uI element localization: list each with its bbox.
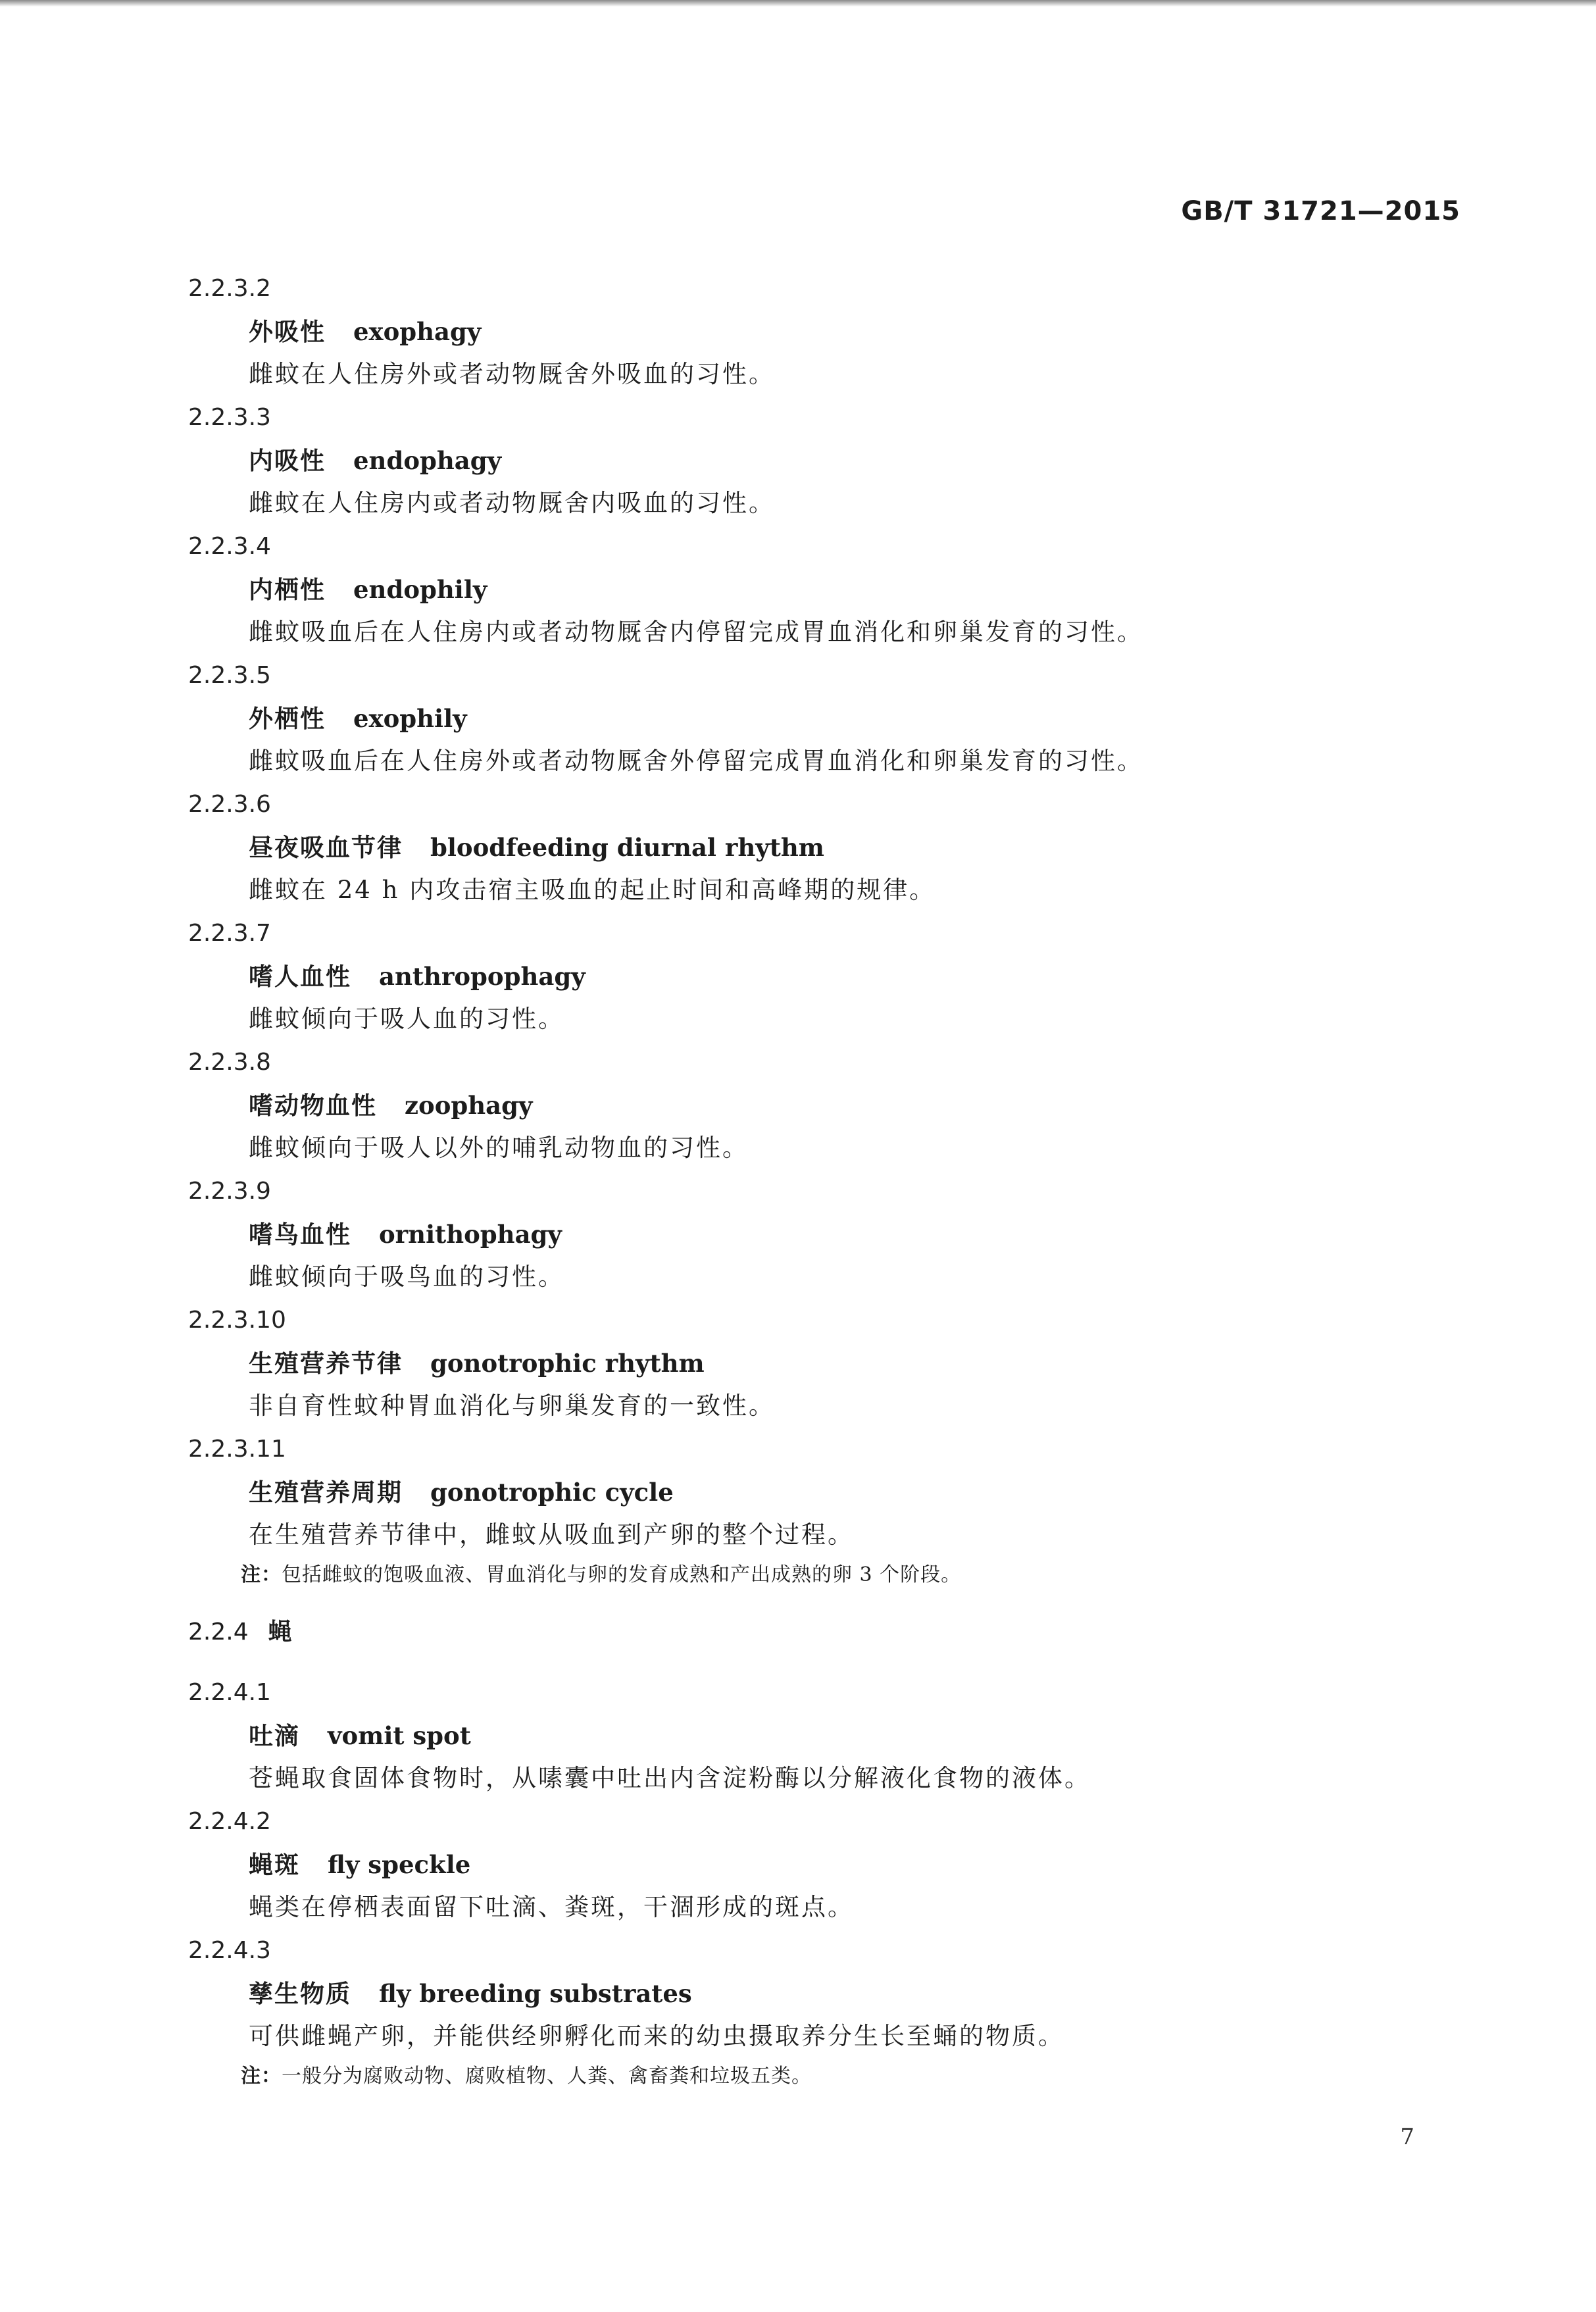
term-heading [188,1213,1438,1255]
entry-number: 2.2.3.5 [188,662,271,689]
entry-number: 2.2.3.3 [188,404,271,431]
term-definition: 雌蚊吸血后在人住房外或者动物厩舍外停留完成胃血消化和卵巢发育的习性。 [249,747,1143,775]
term-entry [188,783,1438,912]
term-heading [188,568,1438,611]
term-en: ornithophagy [379,1220,562,1249]
term-definition: 雌蚊在人住房内或者动物厩舍内吸血的习性。 [249,489,775,517]
entry-number: 2.2.4.1 [188,1679,271,1706]
entry-number: 2.2.3.6 [188,791,271,818]
entry-number: 2.2.3.11 [188,1436,286,1463]
term-heading [188,1715,1438,1757]
term-zh: 孳生物质 [249,1980,351,2008]
term-definition: 雌蚊倾向于吸人血的习性。 [249,1005,564,1033]
term-en: gonotrophic rhythm [430,1349,705,1378]
term-heading [188,1973,1438,2015]
entry-number: 2.2.3.9 [188,1178,271,1205]
standard-code: GB/T 31721—2015 [1181,196,1460,226]
term-en: anthropophagy [379,962,586,991]
term-entry [188,525,1438,654]
term-entry [188,1929,1438,2058]
term-definition: 雌蚊吸血后在人住房内或者动物厩舍内停留完成胃血消化和卵巢发育的习性。 [249,618,1143,646]
term-en: zoophagy [405,1091,533,1120]
term-definition: 雌蚊在 24 h 内攻击宿主吸血的起止时间和高峰期的规律。 [249,876,936,904]
term-zh: 吐滴 [249,1722,300,1750]
entry-number: 2.2.3.2 [188,275,271,302]
term-entry [188,1671,1438,1800]
term-zh: 蝇斑 [249,1851,300,1879]
entry-number: 2.2.4.2 [188,1808,271,1835]
term-entry [188,1299,1438,1428]
term-definition: 苍蝇取食固体食物时，从嗉囊中吐出内含淀粉酶以分解液化食物的液体。 [249,1764,1091,1792]
note-text: 包括雌蚊的饱吸血液、胃血消化与卵的发育成熟和产出成熟的卵 3 个阶段。 [282,1563,962,1586]
term-entry [188,396,1438,525]
term-zh: 外吸性 [249,318,326,346]
term-heading [188,440,1438,482]
entry-number: 2.2.3.7 [188,920,271,947]
term-definition: 可供雌蝇产卵，并能供经卵孵化而来的幼虫摄取养分生长至蛹的物质。 [249,2022,1064,2050]
term-zh: 内吸性 [249,447,326,475]
term-definition: 雌蚊倾向于吸人以外的哺乳动物血的习性。 [249,1134,749,1162]
term-heading [188,1844,1438,1886]
term-en: bloodfeeding diurnal rhythm [430,833,824,862]
term-entry [188,1800,1438,1929]
term-entry [188,267,1438,396]
term-entry [188,912,1438,1041]
term-zh: 生殖营养周期 [249,1478,403,1507]
term-zh: 昼夜吸血节律 [249,834,403,862]
entry-number: 2.2.3.8 [188,1049,271,1076]
term-zh: 外栖性 [249,705,326,733]
term-definition: 在生殖营养节律中，雌蚊从吸血到产卵的整个过程。 [249,1520,854,1549]
entry-number: 2.2.3.4 [188,533,271,560]
section-title: 蝇 [268,1619,292,1646]
term-zh: 嗜鸟血性 [249,1220,351,1249]
term-definition: 非自育性蚊种胃血消化与卵巢发育的一致性。 [249,1392,775,1420]
page-number: 7 [1400,2124,1414,2150]
term-heading [188,1471,1438,1513]
term-en: vomit spot [328,1721,471,1750]
term-zh: 生殖营养节律 [249,1349,403,1378]
section-number: 2.2.4 [188,1619,249,1646]
note [188,1557,1438,1594]
term-definition: 雌蚊在人住房外或者动物厩舍外吸血的习性。 [249,360,775,388]
note-label: 注： [241,2065,282,2088]
note [188,2058,1438,2095]
term-entry [188,1170,1438,1299]
term-heading [188,1084,1438,1126]
entry-number: 2.2.3.10 [188,1307,286,1334]
note-text: 一般分为腐败动物、腐败植物、人粪、禽畜粪和垃圾五类。 [282,2065,812,2088]
term-entry [188,1428,1438,1557]
term-en: exophily [353,704,467,733]
document-body [188,267,1438,2095]
term-heading [188,826,1438,868]
term-en: gonotrophic cycle [430,1478,674,1507]
term-zh: 嗜动物血性 [249,1092,377,1120]
term-heading [188,697,1438,740]
term-en: endophily [353,575,487,604]
term-entry [188,654,1438,783]
page-top-border [0,0,1596,7]
term-zh: 嗜人血性 [249,963,351,991]
term-heading [188,311,1438,353]
entry-number: 2.2.4.3 [188,1937,271,1964]
term-zh: 内栖性 [249,576,326,604]
term-heading [188,1342,1438,1384]
term-definition: 雌蚊倾向于吸鸟血的习性。 [249,1263,564,1291]
term-heading [188,955,1438,997]
term-en: endophagy [353,446,502,475]
term-en: fly breeding substrates [379,1979,692,2008]
section-heading [188,1609,1438,1655]
note-label: 注： [241,1563,282,1586]
term-en: fly speckle [328,1850,471,1879]
term-en: exophagy [353,317,482,346]
term-definition: 蝇类在停栖表面留下吐滴、粪斑，干涸形成的斑点。 [249,1893,854,1921]
term-entry [188,1041,1438,1170]
